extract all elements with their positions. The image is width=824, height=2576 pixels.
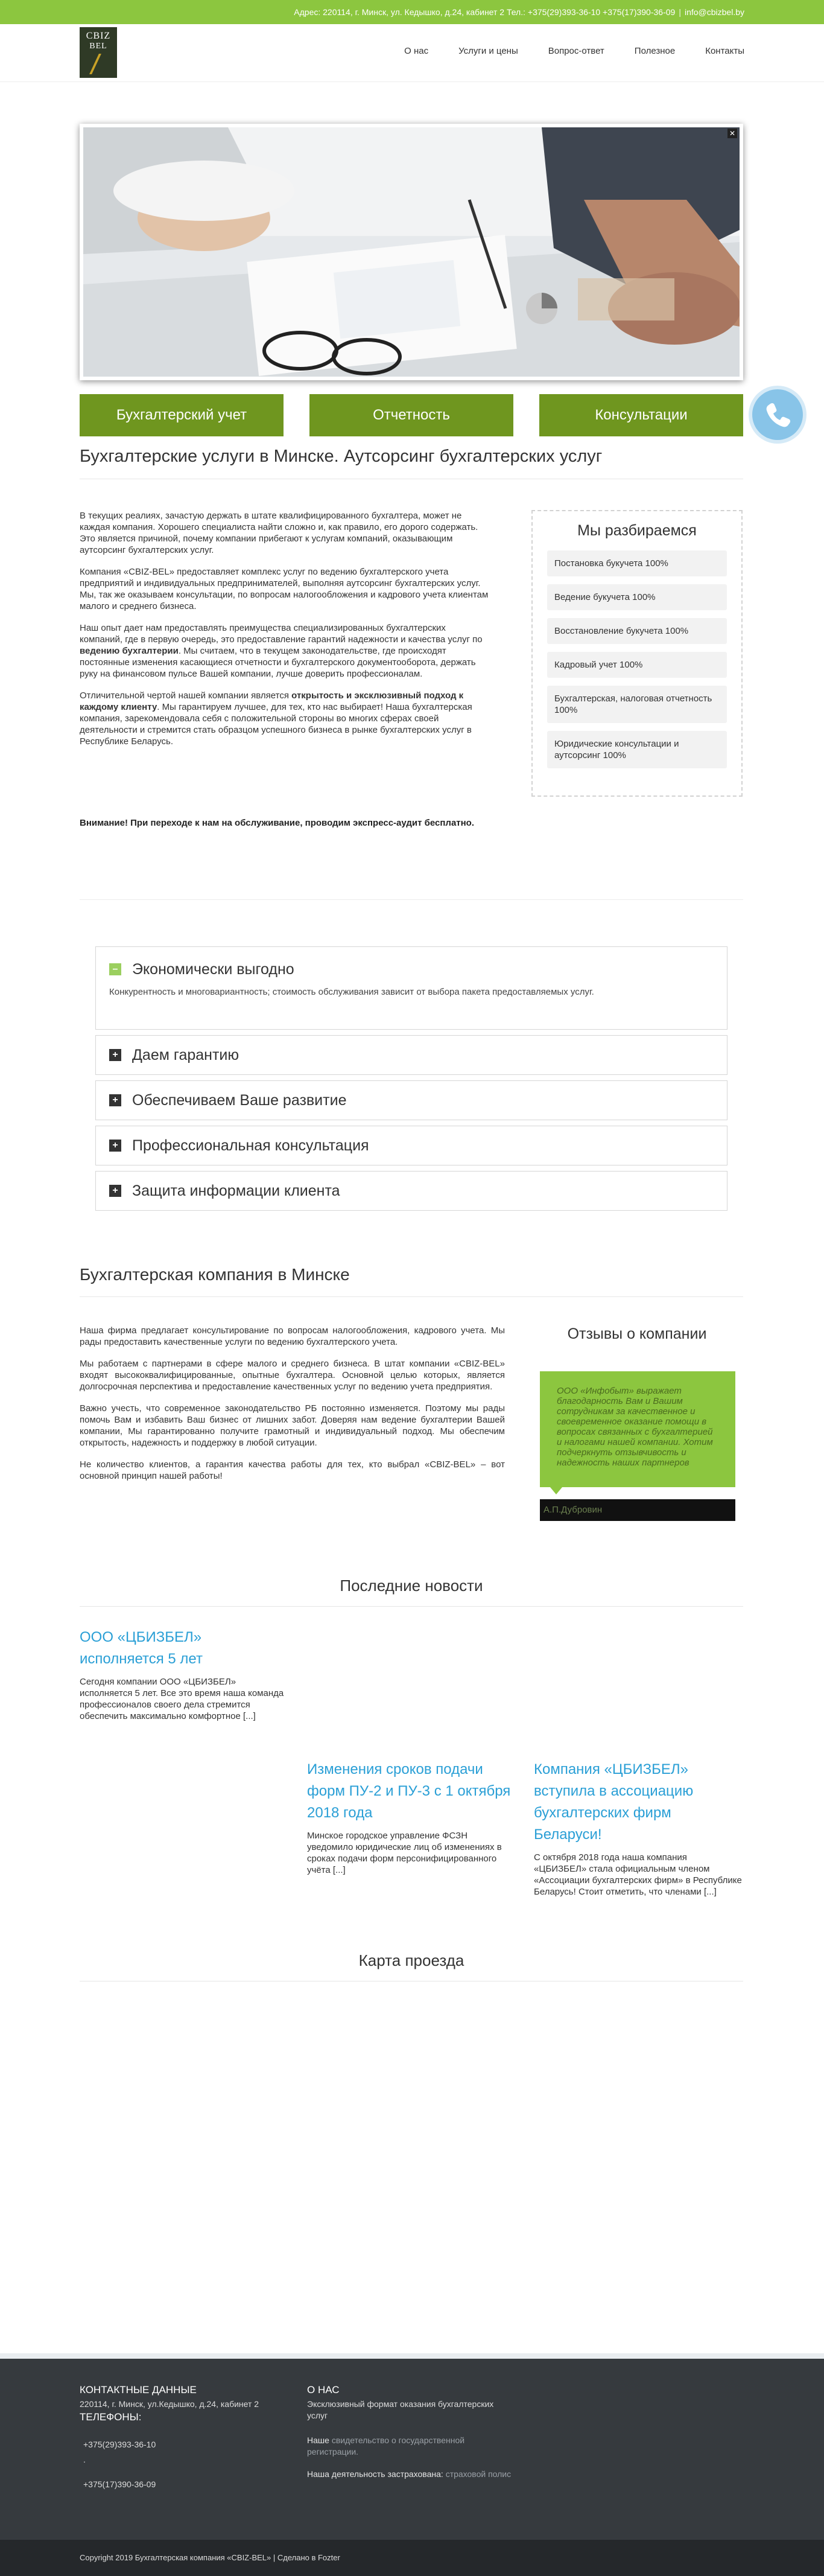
top-contact	[294, 0, 744, 24]
close-icon[interactable]: ✕	[727, 129, 737, 138]
intro-text	[80, 510, 490, 757]
footer-phones-title: ТЕЛЕФОНЫ:	[80, 2411, 142, 2423]
expertise-item: Восстановление букучета 100%	[547, 618, 727, 644]
intro-paragraph: Компания «CBIZ-BEL» предоставляет комплекс услуг по ведению бухгалтерского учета предприятий и индивидуальных предпринимателей, выполняя аутсорсинг бухгалтерских услуг. Мы, так же оказываем консультации, по вопросам налогообложения и кадрового учета клиентам малого и среднего бизнеса.	[80, 567, 489, 611]
accordion-title: Экономически выгодно	[132, 960, 294, 978]
site-logo[interactable]	[80, 27, 117, 78]
news-section-title: Последние новости	[80, 1577, 743, 1607]
expertise-item: Постановка букучета 100%	[547, 550, 727, 576]
accordion-item	[95, 1126, 727, 1165]
logo-text-top: CBIZ	[86, 31, 111, 41]
copyright-bar: Copyright 2019 Бухгалтерская компания «CBIZ-BEL» | Сделано в Fozter	[0, 2540, 824, 2576]
text-span: Наш опыт дает нам предоставлять преимущества специализированных бухгалтерских компаний, где в первую очередь, это предоставление гарантий надежности и качества услуг по	[80, 623, 483, 645]
text-span: . Мы считаем, что в текущем законодательстве, где происходят постоянные изменения касающиеся отчетности и бухгалтерского документооборота, держать руку на финансовом пульсе Вашей компании, лучше доверить профессионалам.	[80, 646, 476, 679]
main-nav	[374, 46, 744, 56]
accordion-header[interactable]	[96, 1081, 727, 1120]
nav-item-services[interactable]: Услуги и цены	[458, 46, 518, 56]
bold-text: открытость и эксклюзивный подход к каждому клиенту	[80, 690, 464, 712]
accordion-title: Профессиональная консультация	[132, 1137, 369, 1154]
accordion-body: Конкурентность и многовариантность; стоимость обслуживания зависит от выбора пакета предоставляемых услуг.	[109, 987, 594, 997]
accordion-item	[95, 1171, 727, 1211]
footer-dot: .	[83, 2455, 86, 2464]
review-card	[540, 1371, 735, 1487]
divider	[80, 899, 743, 900]
accordion-header[interactable]	[96, 1126, 727, 1165]
review-quote: ООО «Инфобыт» выражает благодарность Вам и Вашим сотрудникам за качественное и своевременное оказание помощи в вопросах связанных с бухгалтерией и налогами нашей компании. Хотим подчеркнуть отзывчивость и надежность наших партнеров	[557, 1386, 713, 1468]
intro-paragraph	[80, 690, 490, 747]
nav-item-contacts[interactable]: Контакты	[705, 46, 744, 56]
accordion-header[interactable]	[96, 1036, 727, 1074]
footer-insurance	[307, 2469, 512, 2480]
news-item	[534, 1759, 742, 1898]
text-span: Отличительной чертой нашей компании является	[80, 690, 292, 701]
service-buttons	[80, 394, 743, 436]
company-paragraph: Мы работаем с партнерами в сфере малого и среднего бизнеса. В штат компании «CBIZ-BEL» входят высококвалифицированные, опытные бухгалтера. Основной целью которых, является долгосрочная перспектива и предоставление качественных услуг по ведению учета предприятия.	[80, 1359, 505, 1392]
logo-mark	[89, 54, 101, 74]
accordion-header[interactable]	[96, 947, 727, 992]
expertise-item: Кадровый учет 100%	[547, 652, 727, 678]
company-paragraph: Важно учесть, что современное законодательство РБ постоянно изменяется. Поэтому мы рады помочь Вам и избавить Ваш бизнес от лишних забот. Доверяя нам ведение бухгалтерии Вашей компании, Мы гарантированно получите грамотный и индивидуальный подход. Мы обеспечим открытость, надежность и поддержку в любой ситуации.	[80, 1403, 505, 1448]
map-section-title: Карта проезда	[80, 1951, 743, 1981]
intro-paragraph	[80, 622, 490, 680]
expertise-title: Мы разбираемся	[577, 522, 697, 539]
nav-item-faq[interactable]: Вопрос-ответ	[548, 46, 604, 56]
company-paragraph: Наша фирма предлагает консультирование по вопросам налогообложения, кадрового учета. Мы рады предоставить качественные услуги по ведению бухгалтерского учета.	[80, 1325, 505, 1347]
footer-phone[interactable]: +375(29)393-36-10	[83, 2440, 156, 2449]
top-bar	[0, 0, 824, 24]
nav-item-about[interactable]: О нас	[404, 46, 429, 56]
news-excerpt: С октября 2018 года наша компания «ЦБИЗБЕЛ» стала официальным членом «Ассоциации бухгалтерских фирм» в Республике Беларусь! Стоит отметить, что членами [...]	[534, 1852, 742, 1897]
expand-icon: +	[109, 1185, 121, 1197]
consulting-button[interactable]: Консультации	[539, 394, 743, 436]
text-span: Наша деятельность застрахована:	[307, 2469, 443, 2479]
hero-image-frame	[80, 124, 743, 380]
company-paragraph: Не количество клиентов, а гарантия качества работы для тех, кто выбрал «CBIZ-BEL» – вот основной принцип нашей работы!	[80, 1459, 505, 1481]
nav-item-useful[interactable]: Полезное	[634, 46, 676, 56]
collapse-icon: –	[109, 963, 121, 975]
hero-photo-illustration	[83, 127, 740, 377]
top-address: Адрес: 220114, г. Минск, ул. Кедышко, д.24, кабинет 2 Тел.: +375(29)393-36-10 +375(17)390-36-09	[294, 7, 676, 17]
review-author: А.П.Дубровин	[540, 1499, 735, 1521]
news-title-link[interactable]: Изменения сроков подачи форм ПУ-2 и ПУ-3 с 1 октября 2018 года	[307, 1761, 511, 1821]
phone-icon	[752, 389, 803, 440]
footer-separator	[0, 2353, 824, 2359]
footer-contacts	[80, 2384, 291, 2490]
page-title: Бухгалтерские услуги в Минске. Аутсорсинг бухгалтерских услуг	[80, 447, 743, 479]
benefits-accordion	[95, 946, 727, 1216]
news-item	[80, 1627, 288, 1722]
expertise-box	[531, 510, 743, 797]
expand-icon: +	[109, 1094, 121, 1106]
news-item	[307, 1759, 515, 1876]
review-pointer	[550, 1487, 562, 1494]
accordion-item	[95, 1080, 727, 1120]
expand-icon: +	[109, 1140, 121, 1152]
reviews-title: Отзывы о компании	[567, 1325, 707, 1342]
footer-registration	[307, 2435, 512, 2458]
callback-button[interactable]	[752, 389, 803, 440]
company-section-title: Бухгалтерская компания в Минске	[80, 1265, 743, 1297]
company-text	[80, 1325, 505, 1492]
footer-contacts-title: КОНТАКТНЫЕ ДАННЫЕ	[80, 2384, 197, 2396]
news-title-link[interactable]: Компания «ЦБИЗБЕЛ» вступила в ассоциацию бухгалтерских фирм Беларуси!	[534, 1761, 694, 1843]
accordion-title: Защита информации клиента	[132, 1182, 340, 1199]
footer-about-title: О НАС	[307, 2384, 340, 2396]
top-email-link[interactable]: info@cbizbel.by	[684, 7, 744, 17]
expertise-item: Бухгалтерская, налоговая отчетность 100%	[547, 686, 727, 723]
expand-icon: +	[109, 1049, 121, 1061]
hero-photo	[83, 127, 740, 377]
divider: |	[679, 7, 681, 17]
accordion-title: Обеспечиваем Ваше развитие	[132, 1091, 347, 1109]
accordion-header[interactable]	[96, 1172, 727, 1210]
registration-link[interactable]: свидетельство о государственной регистрации.	[307, 2435, 465, 2456]
footer-about-text: Эксклюзивный формат оказания бухгалтерских услуг	[307, 2399, 494, 2420]
news-excerpt: Сегодня компании ООО «ЦБИЗБЕЛ» исполняется 5 лет. Все это время наша команда профессионалов своего дела стремится обеспечить максимально комфортное [...]	[80, 1677, 284, 1721]
news-title-link[interactable]: ООО «ЦБИЗБЕЛ» исполняется 5 лет	[80, 1629, 203, 1667]
logo-text-bottom: BEL	[89, 42, 107, 51]
text-span: . Мы гарантируем лучшее, для тех, кто нас выбирает! Наша бухгалтерская компания, зарекомендовала себя с положительной стороны во многих сферах своей деятельности и стремится стать образцом успешного бизнеса в рынке бухгалтерских услуг в Республике Беларусь.	[80, 702, 472, 747]
accordion-item	[95, 946, 727, 1030]
footer-phone[interactable]: +375(17)390-36-09	[83, 2479, 156, 2489]
accordion-title: Даем гарантию	[132, 1046, 239, 1063]
site-footer	[0, 2359, 824, 2540]
footer-address: 220114, г. Минск, ул.Кедышко, д.24, кабинет 2	[80, 2399, 259, 2409]
text-span: Наше	[307, 2435, 329, 2445]
free-audit-notice: Внимание! При переходе к нам на обслуживание, проводим экспресс-аудит бесплатно.	[80, 818, 475, 828]
reporting-button[interactable]: Отчетность	[309, 394, 513, 436]
accordion-item	[95, 1035, 727, 1075]
bold-text: ведению бухгалтерии	[80, 646, 179, 656]
expertise-item: Ведение букучета 100%	[547, 584, 727, 610]
intro-paragraph: В текущих реалиях, зачастую держать в штате квалифицированного бухгалтера, может не каждая компания. Хорошего специалиста найти сложно и, как правило, его дорого содержать. Это является причиной, почему компании прибегают к услугам компаний, оказывающим аутсорсинг бухгалтерских услуг.	[80, 511, 478, 555]
news-excerpt: Минское городское управление ФСЗН уведомило юридические лиц об изменениях в сроках подачи форм персонифицированного учёта [...]	[307, 1831, 502, 1875]
site-header	[0, 24, 824, 82]
footer-about	[307, 2384, 512, 2480]
accounting-button[interactable]: Бухгалтерский учет	[80, 394, 284, 436]
expertise-item: Юридические консультации и аутсорсинг 100%	[547, 731, 727, 768]
insurance-link[interactable]: страховой полис	[445, 2469, 512, 2479]
